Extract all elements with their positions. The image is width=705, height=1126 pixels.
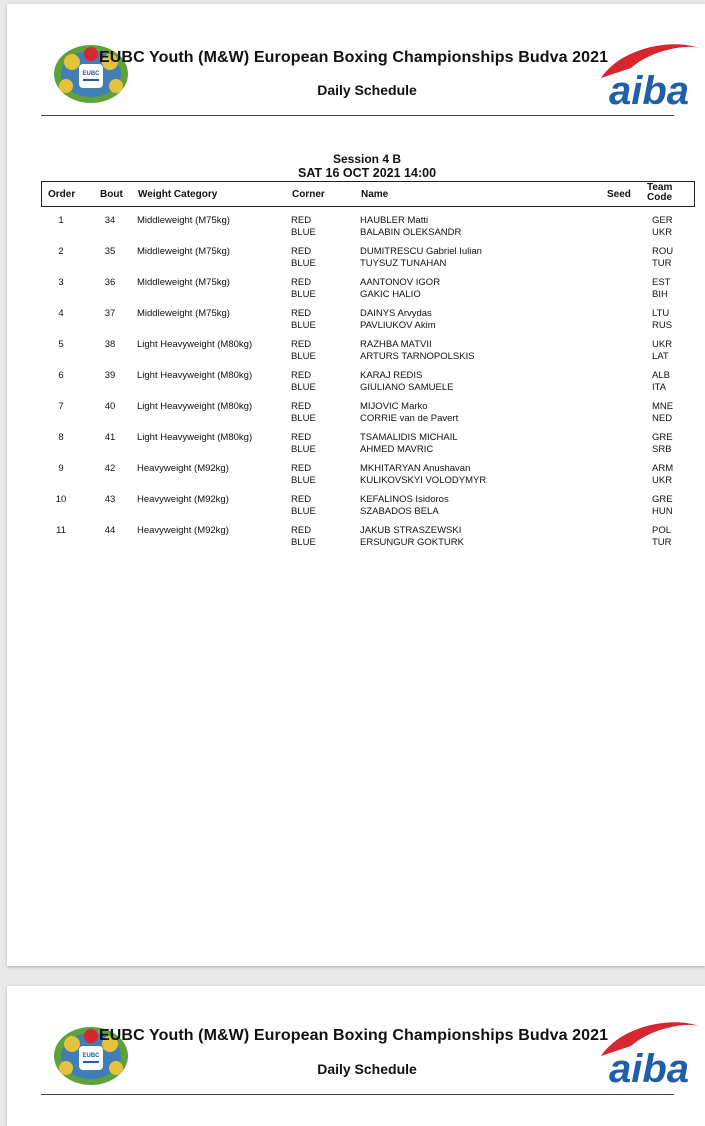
red-team-code: GRE <box>652 494 673 505</box>
bout-cell: 41 <box>104 432 116 443</box>
page-subtitle-2: Daily Schedule <box>317 1061 417 1077</box>
red-team-code: UKR <box>652 339 673 350</box>
blue-team-code: NED <box>652 413 673 424</box>
red-team-code: ALB <box>652 370 670 381</box>
weight-category-cell: Light Heavyweight (M80kg) <box>137 401 253 412</box>
blue-corner-cell: BLUE <box>291 351 316 362</box>
table-row <box>41 331 695 362</box>
blue-team-code: UKR <box>652 227 673 238</box>
page-title-2: EUBC Youth (M&W) European Boxing Championships Budva 2021 <box>99 1027 609 1044</box>
blue-team-code: UKR <box>652 475 673 486</box>
blue-boxer-name: ARTURS TARNOPOLSKIS <box>360 351 475 362</box>
aiba-logo <box>591 38 703 110</box>
blue-boxer-name: SZABADOS BELA <box>360 506 439 517</box>
red-corner-cell: RED <box>291 370 312 381</box>
col-team-label: Team <box>647 182 673 193</box>
bout-cell: 40 <box>104 401 116 412</box>
blue-team-code: LAT <box>652 351 669 362</box>
order-cell: 1 <box>58 215 64 226</box>
table-row <box>41 486 695 517</box>
blue-team-code: HUN <box>652 506 673 517</box>
col-order: Order <box>48 189 76 200</box>
red-boxer-name: KARAJ REDIS <box>360 370 423 381</box>
bout-cell: 42 <box>104 463 116 474</box>
blue-corner-cell: BLUE <box>291 444 316 455</box>
page-header-2 <box>7 986 705 1106</box>
blue-corner-cell: BLUE <box>291 537 316 548</box>
blue-boxer-name: KULIKOVSKYI VOLODYMYR <box>360 475 487 486</box>
eubc-logo-text: EUBC <box>82 71 100 77</box>
blue-corner-cell: BLUE <box>291 289 316 300</box>
order-cell: 8 <box>58 432 64 443</box>
weight-category-cell: Middleweight (M75kg) <box>137 246 230 257</box>
col-seed: Seed <box>607 189 631 200</box>
blue-corner-cell: BLUE <box>291 320 316 331</box>
weight-category-cell: Heavyweight (M92kg) <box>137 525 229 536</box>
col-team-code <box>647 183 672 203</box>
red-boxer-name: DUMITRESCU Gabriel Iulian <box>360 246 482 257</box>
bout-cell: 38 <box>104 339 116 350</box>
blue-corner-cell: BLUE <box>291 258 316 269</box>
session-name: Session 4 B <box>332 152 402 166</box>
blue-boxer-name: GAKIC HALIO <box>360 289 421 300</box>
weight-category-cell: Light Heavyweight (M80kg) <box>137 432 253 443</box>
schedule-table <box>41 181 695 548</box>
aiba-logo <box>591 1016 703 1088</box>
red-boxer-name: RAZHBA MATVII <box>360 339 432 350</box>
bout-cell: 35 <box>104 246 116 257</box>
red-team-code: ROU <box>652 246 674 257</box>
col-bout: Bout <box>100 189 123 200</box>
blue-team-code: TUR <box>652 258 672 269</box>
col-weight-category: Weight Category <box>138 189 218 200</box>
header-divider <box>41 1094 674 1095</box>
bout-cell: 44 <box>104 525 116 536</box>
table-row <box>41 238 695 269</box>
red-team-code: GER <box>652 215 673 226</box>
table-row <box>41 393 695 424</box>
header-divider <box>41 115 674 116</box>
order-cell: 6 <box>58 370 64 381</box>
red-boxer-name: KEFALINOS Isidoros <box>360 494 449 505</box>
blue-corner-cell: BLUE <box>291 413 316 424</box>
weight-category-cell: Middleweight (M75kg) <box>137 308 230 319</box>
bout-cell: 36 <box>104 277 116 288</box>
red-boxer-name: MKHITARYAN Anushavan <box>360 463 471 474</box>
col-name: Name <box>361 189 389 200</box>
col-corner: Corner <box>292 189 325 200</box>
weight-category-cell: Light Heavyweight (M80kg) <box>137 370 253 381</box>
eubc-logo-text: EUBC <box>82 1053 100 1059</box>
red-boxer-name: DAINYS Arvydas <box>360 308 432 319</box>
table-row <box>41 455 695 486</box>
session-datetime: SAT 16 OCT 2021 14:00 <box>297 166 437 180</box>
red-corner-cell: RED <box>291 339 312 350</box>
weight-category-cell: Heavyweight (M92kg) <box>137 463 229 474</box>
red-boxer-name: AANTONOV IGOR <box>360 277 441 288</box>
table-row <box>41 269 695 300</box>
red-corner-cell: RED <box>291 432 312 443</box>
order-cell: 3 <box>58 277 64 288</box>
bout-cell: 34 <box>104 215 116 226</box>
blue-boxer-name: BALABIN OLEKSANDR <box>360 227 462 238</box>
blue-team-code: BIH <box>652 289 668 300</box>
red-corner-cell: RED <box>291 308 312 319</box>
blue-team-code: ITA <box>652 382 667 393</box>
blue-corner-cell: BLUE <box>291 475 316 486</box>
red-team-code: LTU <box>652 308 670 319</box>
blue-corner-cell: BLUE <box>291 227 316 238</box>
blue-corner-cell: BLUE <box>291 506 316 517</box>
weight-category-cell: Heavyweight (M92kg) <box>137 494 229 505</box>
order-cell: 11 <box>56 525 66 536</box>
blue-boxer-name: PAVLIUKOV Akim <box>360 320 436 331</box>
page-header <box>7 4 705 124</box>
document-page-2 <box>7 986 705 1126</box>
red-corner-cell: RED <box>291 246 312 257</box>
blue-corner-cell: BLUE <box>291 382 316 393</box>
table-row <box>41 424 695 455</box>
red-corner-cell: RED <box>291 277 312 288</box>
blue-team-code: SRB <box>652 444 672 455</box>
bout-cell: 39 <box>104 370 116 381</box>
document-page-1 <box>7 4 705 966</box>
red-team-code: EST <box>652 277 671 288</box>
session-info <box>207 152 527 180</box>
red-team-code: GRE <box>652 432 673 443</box>
aiba-logo-text: aiba <box>609 69 690 110</box>
table-row <box>41 207 695 238</box>
red-corner-cell: RED <box>291 215 312 226</box>
bout-cell: 43 <box>104 494 116 505</box>
weight-category-cell: Middleweight (M75kg) <box>137 277 230 288</box>
col-code-label: Code <box>647 192 672 203</box>
red-team-code: ARM <box>652 463 674 474</box>
red-boxer-name: MIJOVIC Marko <box>360 401 428 412</box>
weight-category-cell: Light Heavyweight (M80kg) <box>137 339 253 350</box>
table-body <box>41 207 695 548</box>
red-corner-cell: RED <box>291 401 312 412</box>
red-boxer-name: JAKUB STRASZEWSKI <box>360 525 462 536</box>
blue-team-code: RUS <box>652 320 673 331</box>
table-row <box>41 300 695 331</box>
page-title: EUBC Youth (M&W) European Boxing Championships Budva 2021 <box>99 49 609 66</box>
page-subtitle: Daily Schedule <box>317 82 417 98</box>
blue-boxer-name: GIULIANO SAMUELE <box>360 382 454 393</box>
red-boxer-name: HAUBLER Matti <box>360 215 429 226</box>
red-team-code: POL <box>652 525 672 536</box>
bout-cell: 37 <box>104 308 116 319</box>
blue-boxer-name: CORRIE van de Pavert <box>360 413 459 424</box>
table-row <box>41 362 695 393</box>
order-cell: 10 <box>55 494 67 505</box>
order-cell: 2 <box>58 246 64 257</box>
order-cell: 5 <box>58 339 64 350</box>
order-cell: 9 <box>58 463 64 474</box>
blue-team-code: TUR <box>652 537 672 548</box>
blue-boxer-name: TUYSUZ TUNAHAN <box>360 258 447 269</box>
weight-category-cell: Middleweight (M75kg) <box>137 215 230 226</box>
table-row <box>41 517 695 548</box>
table-header <box>41 181 695 207</box>
aiba-logo-text: aiba <box>609 1047 690 1088</box>
red-corner-cell: RED <box>291 525 312 536</box>
red-corner-cell: RED <box>291 463 312 474</box>
order-cell: 4 <box>58 308 64 319</box>
red-team-code: MNE <box>652 401 674 412</box>
red-corner-cell: RED <box>291 494 312 505</box>
order-cell: 7 <box>58 401 64 412</box>
blue-boxer-name: ERSUNGUR GOKTURK <box>360 537 464 548</box>
red-boxer-name: TSAMALIDIS MICHAIL <box>360 432 458 443</box>
blue-boxer-name: AHMED MAVRIC <box>360 444 434 455</box>
